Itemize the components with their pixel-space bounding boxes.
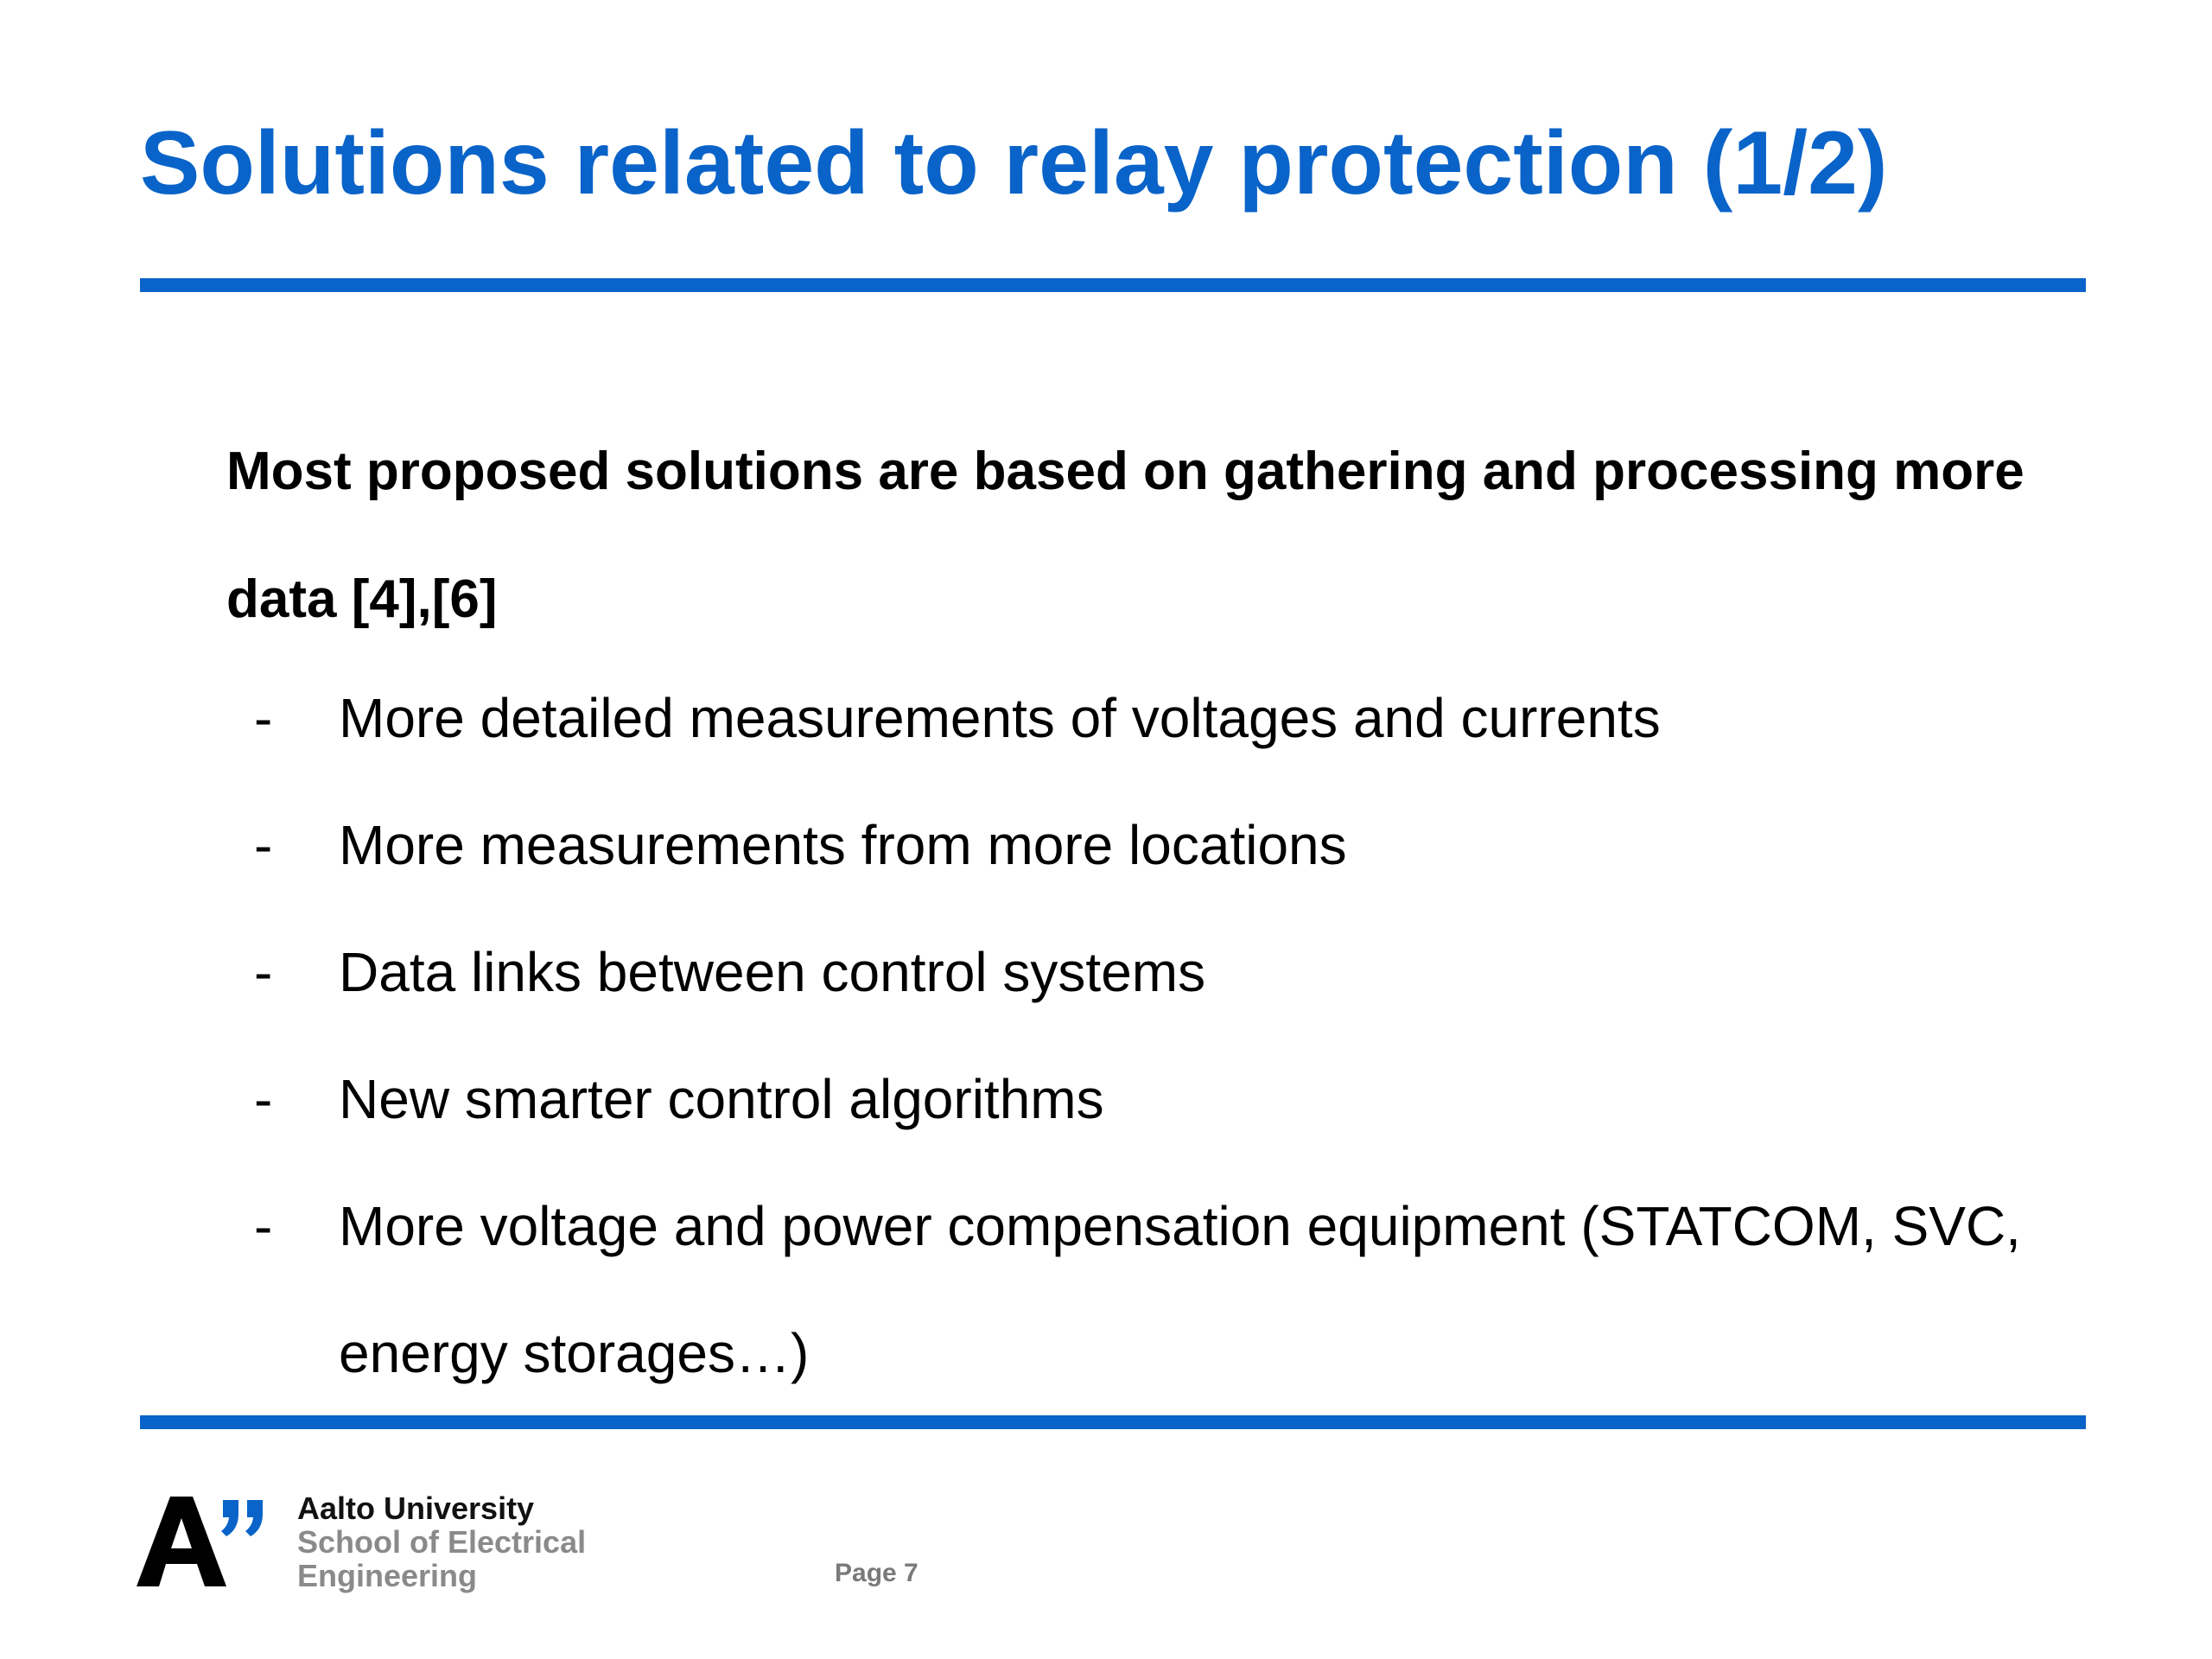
title-divider bbox=[140, 278, 2086, 292]
list-item bbox=[251, 655, 2126, 782]
list-item bbox=[251, 782, 2126, 909]
page-number: Page 7 bbox=[835, 1559, 918, 1587]
aalto-a-logo-icon bbox=[137, 1493, 275, 1588]
institution-block bbox=[297, 1491, 586, 1592]
bullet-dash: - bbox=[254, 814, 273, 876]
slide-title: Solutions related to relay protection (1/2) bbox=[140, 113, 1888, 213]
footer-divider bbox=[140, 1415, 2086, 1429]
bullet-dash: - bbox=[254, 1195, 273, 1257]
bullet-text: Data links between control systems bbox=[339, 941, 1206, 1003]
bullet-list bbox=[251, 655, 2126, 1417]
school-name-line-2: Engineering bbox=[297, 1558, 478, 1593]
institution-name: Aalto University bbox=[297, 1491, 535, 1526]
school-name-line-1: School of Electrical bbox=[297, 1524, 587, 1560]
bullet-dash: - bbox=[254, 687, 273, 749]
bullet-text: New smarter control algorithms bbox=[339, 1068, 1104, 1130]
bullet-text: More voltage and power compensation equipment (STATCOM, SVC, energy storages…) bbox=[339, 1195, 2021, 1384]
bullet-text: More detailed measurements of voltages and currents bbox=[339, 687, 1661, 749]
intro-text: Most proposed solutions are based on gathering and processing more data [4],[6] bbox=[226, 442, 2024, 629]
list-item bbox=[251, 909, 2126, 1036]
bullet-dash: - bbox=[254, 941, 273, 1003]
bullet-dash: - bbox=[254, 1068, 273, 1130]
list-item bbox=[251, 1163, 2126, 1417]
list-item bbox=[251, 1036, 2126, 1163]
bullet-text: More measurements from more locations bbox=[339, 814, 1347, 876]
